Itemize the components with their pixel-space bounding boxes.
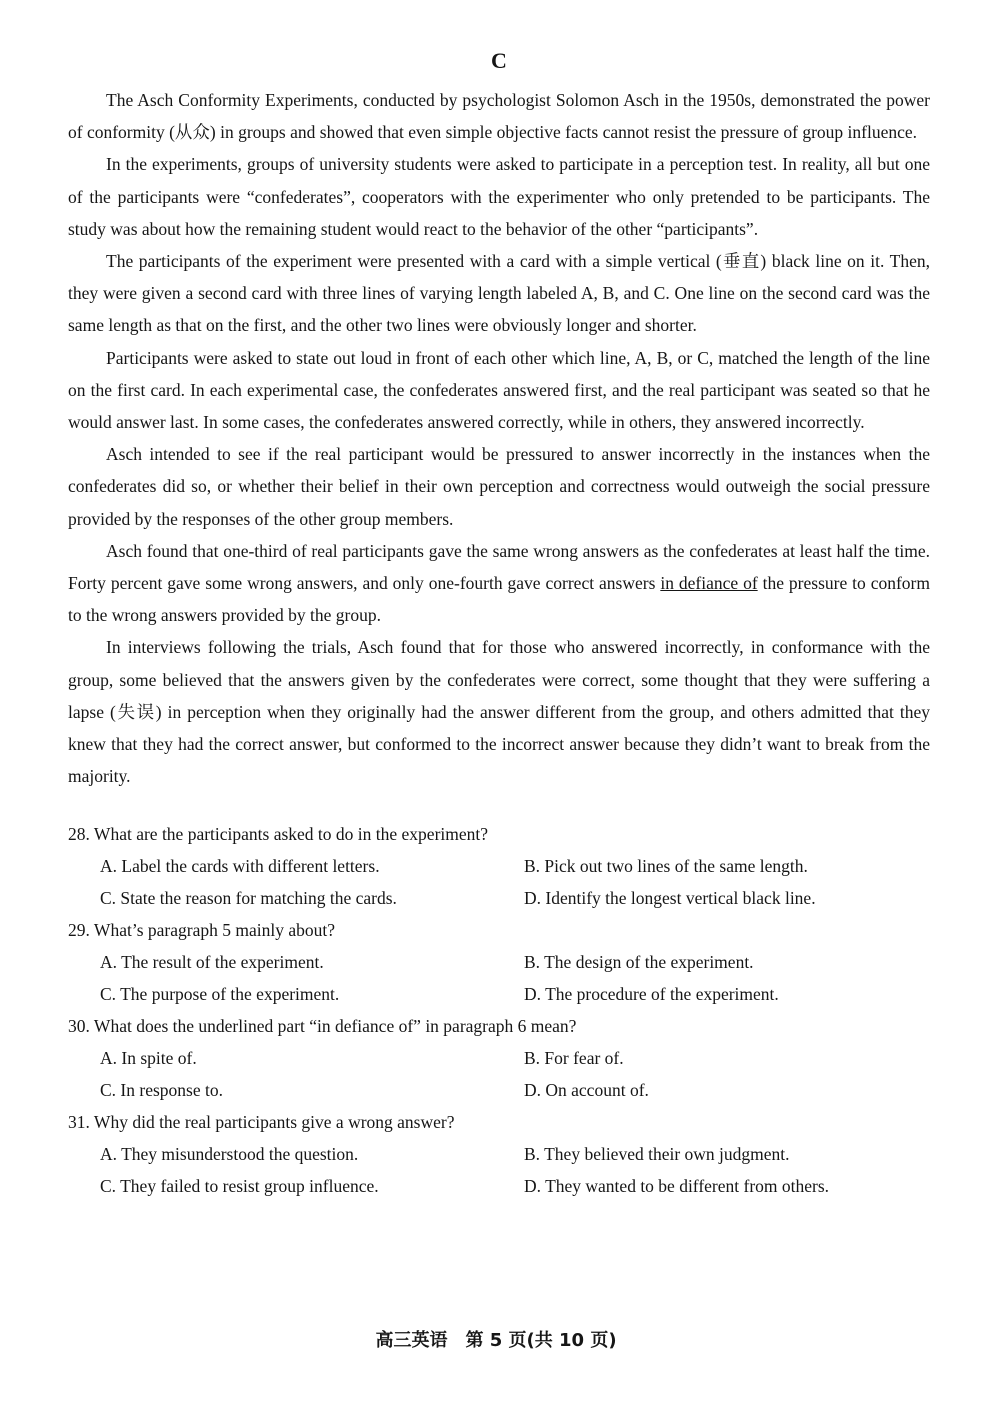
option-d: D. The procedure of the experiment. [524,984,779,1005]
question-list [68,818,930,1202]
paragraph-2: In the experiments, groups of university students were asked to participate in a perception test. In reality, all but one of the participants were “confederates”, cooperators with the experimenter who only pretended to be participants. The study was about how the remaining student would react to the behavior of the other “participants”. [68,154,930,239]
option-c: C. They failed to resist group influence. [100,1176,379,1197]
option-a: A. They misunderstood the question. [100,1144,359,1165]
option-b: B. The design of the experiment. [524,952,754,973]
question-stem: 31. Why did the real participants give a wrong answer? [68,1112,455,1133]
option-grid [68,1138,930,1202]
option-d: D. Identify the longest vertical black line. [524,888,816,909]
paragraph-7: In interviews following the trials, Asch found that for those who answered incorrectly, in conformance with the group, some believed that the answers given by the confederates were correct, some thought that they were suffering a lapse (失误) in perception when they originally had the answer different from the group, and others admitted that they knew that they had the correct answer, but conformed to the incorrect answer because they didn’t want to break from the majority. [68,637,930,787]
option-c: C. The purpose of the experiment. [100,984,340,1005]
paragraph-6-text-after: the pressure to conform to the wrong answers provided by the group. [68,573,930,626]
option-grid [68,946,930,1010]
option-c: C. State the reason for matching the cards. [100,888,397,909]
underlined-phrase: in defiance of [660,573,758,594]
option-d: D. On account of. [524,1080,649,1101]
option-a: A. The result of the experiment. [100,952,324,973]
question-28 [68,818,930,914]
option-b: B. For fear of. [524,1048,624,1069]
question-stem: 28. What are the participants asked to do in the experiment? [68,824,489,845]
paragraph-4: Participants were asked to state out loud in front of each other which line, A, B, or C, matched the length of the line on the first card. In each experimental case, the confederates answered first, and the real participant was seated so that he would answer last. In some cases, the confederates answered correctly, while in others, they answered incorrectly. [68,347,930,433]
option-b: B. Pick out two lines of the same length. [524,856,808,877]
paragraph-6 [68,535,930,632]
option-grid [68,850,930,914]
question-stem: 29. What’s paragraph 5 mainly about? [68,920,335,941]
page-footer: 高三英语 第 5 页(共 10 页) [375,1330,617,1351]
option-grid [68,1042,930,1106]
option-a: A. In spite of. [100,1048,197,1069]
section-letter: C [491,48,507,73]
paragraph-5: Asch intended to see if the real participant would be pressured to answer incorrectly in the instances when the confederates did so, or whether their belief in their own perception and correctness would outweigh the social pressure provided by the responses of the other group members. [68,444,930,529]
option-d: D. They wanted to be different from others. [524,1176,830,1197]
paragraph-6-text-before: Asch found that one-third of real participants gave the same wrong answers as the confederates at least half the time. Forty percent gave some wrong answers, and only one-fourth gave correct answers [68,540,930,594]
question-31 [68,1106,930,1202]
paragraph-1: The Asch Conformity Experiments, conducted by psychologist Solomon Asch in the 1950s, demonstrated the power of conformity (从众) in groups and showed that even simple objective facts cannot resist the pressure of group influence. [68,90,930,143]
question-30 [68,1010,930,1106]
reading-passage [68,84,930,792]
option-c: C. In response to. [100,1080,223,1101]
paragraph-3: The participants of the experiment were presented with a card with a simple vertical (垂直) black line on it. Then, they were given a second card with three lines of varying length labeled A, B, and C. One line on the second card was the same length as that on the first, and the other two lines were obviously longer and shorter. [68,251,930,336]
option-a: A. Label the cards with different letters. [100,856,380,877]
question-29 [68,914,930,1010]
option-b: B. They believed their own judgment. [524,1144,790,1165]
question-stem: 30. What does the underlined part “in defiance of” in paragraph 6 mean? [68,1016,577,1037]
